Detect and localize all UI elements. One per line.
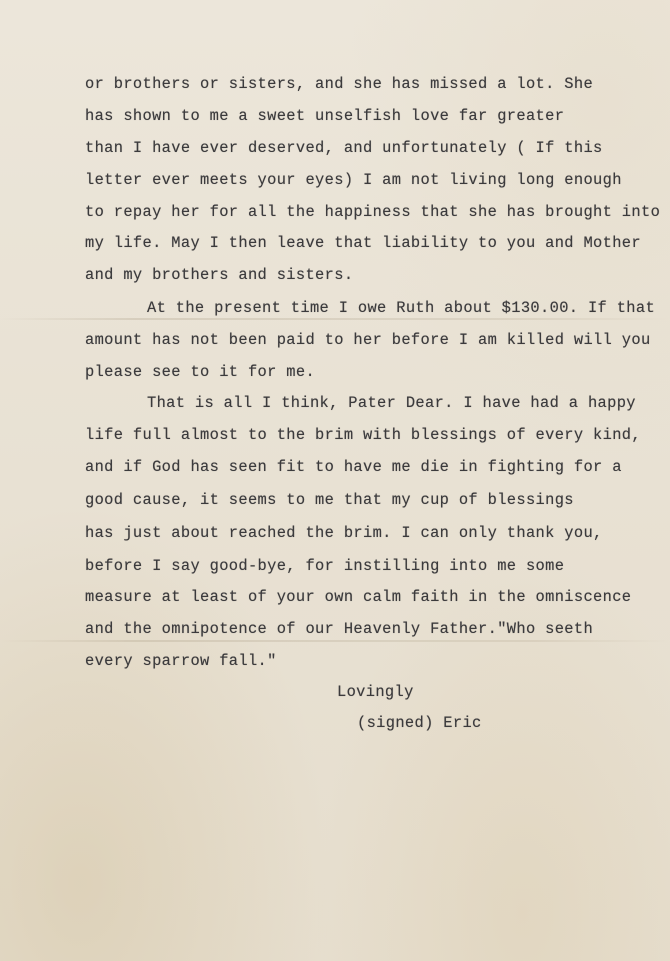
letter-line: and my brothers and sisters. <box>85 266 354 284</box>
letter-line: good cause, it seems to me that my cup of blessings <box>85 491 574 509</box>
letter-line: At the present time I owe Ruth about $130.00. If that <box>147 299 656 317</box>
signature: (signed) Eric <box>357 714 482 732</box>
letter-line: than I have ever deserved, and unfortunately ( If this <box>85 139 603 157</box>
letter-line: life full almost to the brim with blessings of every kind, <box>85 426 641 444</box>
letter-line: has just about reached the brim. I can only thank you, <box>85 524 603 542</box>
letter-line: That is all I think, Pater Dear. I have had a happy <box>147 394 636 412</box>
letter-line: or brothers or sisters, and she has missed a lot. She <box>85 75 594 93</box>
letter-line: my life. May I then leave that liability to you and Mother <box>85 234 641 252</box>
letter-line: measure at least of your own calm faith in the omniscence <box>85 588 632 606</box>
paper-crease <box>0 640 670 642</box>
letter-line: has shown to me a sweet unselfish love far greater <box>85 107 565 125</box>
letter-line: and the omnipotence of our Heavenly Father."Who seeth <box>85 620 594 638</box>
letter-line: every sparrow fall." <box>85 652 277 670</box>
letter-line: please see to it for me. <box>85 363 316 381</box>
letter-line: to repay her for all the happiness that she has brought into <box>85 203 661 221</box>
letter-line: letter ever meets your eyes) I am not living long enough <box>85 171 622 189</box>
letter-line: and if God has seen fit to have me die in fighting for a <box>85 458 622 476</box>
closing-salutation: Lovingly <box>337 683 414 701</box>
letter-line: before I say good-bye, for instilling into me some <box>85 557 565 575</box>
paper-crease <box>0 318 670 320</box>
letter-line: amount has not been paid to her before I am killed will you <box>85 331 651 349</box>
